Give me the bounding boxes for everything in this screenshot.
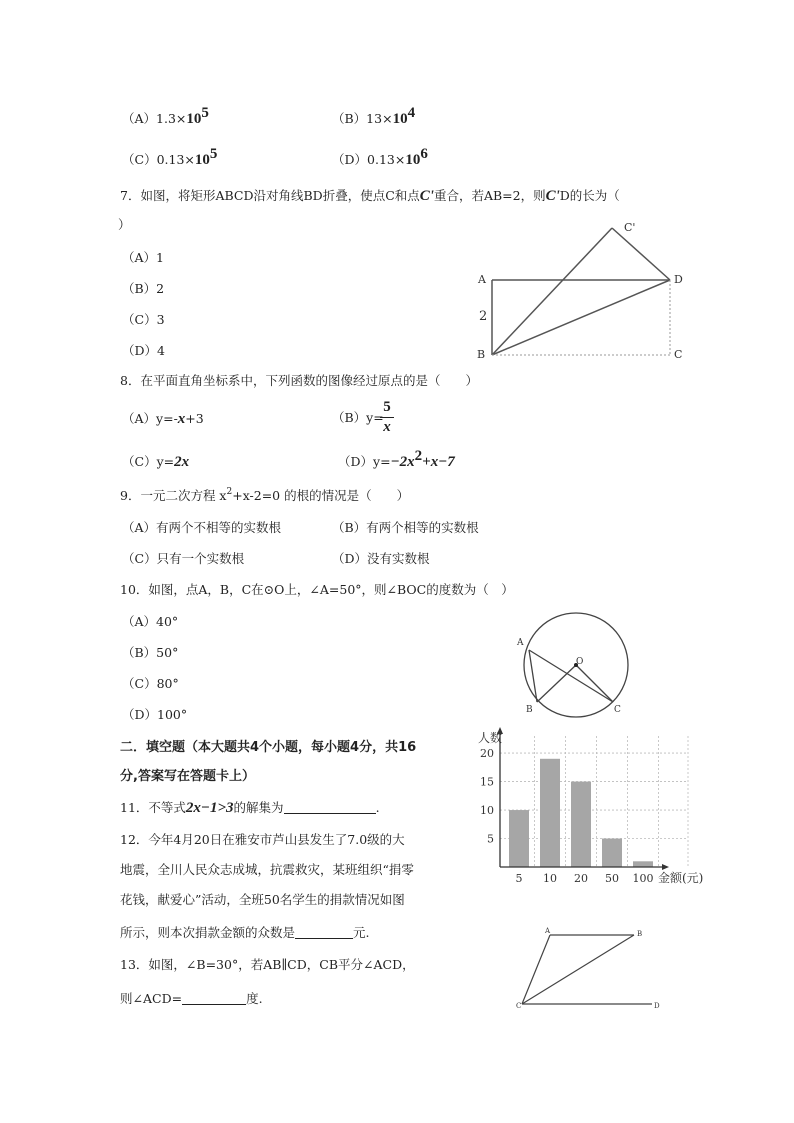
q13-parallel-lines-figure (512, 924, 682, 1014)
x-tick-label-50: 50 (605, 872, 619, 885)
bar-100 (633, 861, 653, 867)
q6-option-a: $(A)1.3\times 10^5$ (122, 105, 209, 127)
q9-option-b: （B）有两个相等的实数根 (332, 520, 479, 535)
q12-line-1: 12．今年4月20日在雅安市芦山县发生了7.0级的大 (120, 832, 405, 847)
q13-line-2: 则∠ACD= 度. (120, 991, 263, 1006)
section-2-heading-line-2: 分,答案写在答题卡上） (120, 769, 255, 784)
q9-option-a: （A）有两个不相等的实数根 (122, 520, 282, 535)
q8-option-c: （C）y=2x (122, 454, 190, 470)
q10-circle-figure (510, 612, 650, 722)
x-tick-label-5: 5 (515, 872, 523, 885)
bar-20 (571, 782, 591, 867)
q7-stem: 7．如图，将矩形ABCD沿对角线BD折叠，使点C和点C'重合，若AB=2，则C'D的长为（ (120, 188, 620, 204)
q8-option-a: （A）y=-x+3 (122, 411, 204, 427)
bar-5 (509, 810, 529, 867)
q11-stem: 11．不等式2x−1>3的解集为 . (120, 800, 380, 816)
q7-stem-close: ） (118, 217, 131, 232)
q12-line-3: 花钱，献爱心”活动，全班50名学生的捐款情况如图 (120, 892, 405, 907)
q8-stem: 8．在平面直角坐标系中，下列函数的图像经过原点的是（ ） (120, 373, 478, 388)
q10-label-o: O (576, 657, 584, 667)
q10-label-b: B (526, 705, 533, 715)
q10-option-b: （B）50° (122, 645, 179, 660)
q8-option-d: $(D)y=-2x^2+x-7$ (338, 448, 455, 470)
q13-label-c: C (516, 1002, 522, 1010)
q13-label-a: A (545, 927, 551, 935)
q13-label-b: B (637, 930, 643, 938)
q7-label-b: B (477, 348, 486, 361)
q6-option-d: $(D)0.13\times 10^6$ (332, 146, 428, 168)
q13-label-d: D (654, 1002, 660, 1010)
q13-line-1: 13．如图，∠B=30°，若AB∥CD，CB平分∠ACD， (120, 957, 415, 972)
q6-option-b: $(B)13\times 10^4$ (332, 105, 416, 127)
x-tick-label-10: 10 (543, 872, 557, 885)
q10-stem: 10．如图，点A，B，C在⊙O上，∠A=50°，则∠BOC的度数为（ ） (120, 582, 514, 597)
q7-label-c-prime: C' (624, 221, 636, 234)
x-axis-arrow-icon (662, 864, 669, 870)
q8-fraction-bar (380, 417, 394, 418)
y-tick-label-10: 10 (480, 804, 494, 818)
x-tick-label-20: 20 (574, 872, 588, 885)
q8-option-b-fraction (380, 400, 394, 435)
q7-option-b: （B）2 (122, 281, 165, 296)
q10-label-a: A (517, 638, 524, 648)
donation-bar-chart (460, 726, 720, 886)
q10-option-d: （D）100° (122, 707, 188, 722)
q10-label-c: C (614, 705, 621, 715)
q12-answer-blank[interactable] (295, 926, 353, 939)
q9-stem: 9．一元二次方程 $x^2+x-2=0$ 的根的情况是（ ） (120, 487, 410, 503)
x-tick-label-100: 100 (632, 872, 654, 885)
q12-line-2: 地震，全川人民众志成城，抗震救灾，某班组织“捐零 (120, 862, 414, 877)
q7-option-d: （D）4 (122, 343, 165, 358)
q8-option-b-label: （B）y= (332, 410, 384, 425)
q7-option-c: （C）3 (122, 312, 165, 327)
q10-option-c: （C）80° (122, 676, 179, 691)
bar-10 (540, 759, 560, 867)
y-tick-label-15: 15 (480, 775, 494, 789)
y-tick-label-20: 20 (480, 747, 494, 761)
chart-bars (509, 759, 653, 867)
q9-option-d: （D）没有实数根 (332, 551, 430, 566)
q10-option-a: （A）40° (122, 614, 179, 629)
q9-option-c: （C）只有一个实数根 (122, 551, 245, 566)
q12-line-4: 所示，则本次捐款金额的众数是 元. (120, 925, 370, 940)
x-axis-label: 金额(元) (658, 871, 704, 885)
q7-rectangle-fold-figure (472, 217, 702, 367)
bar-50 (602, 839, 622, 867)
q6-option-c: $(C)0.13\times 10^5$ (122, 146, 218, 168)
q7-label-a: A (478, 273, 486, 286)
q7-label-d: D (674, 273, 683, 286)
y-tick-label-5: 5 (487, 832, 494, 846)
q8-fraction-numerator: 5 (383, 399, 391, 415)
q8-fraction-denominator: x (383, 419, 391, 435)
q13-answer-blank[interactable] (182, 992, 246, 1005)
q7-label-c: C (674, 348, 683, 361)
q11-answer-blank[interactable] (284, 801, 376, 814)
section-2-heading-line-1: 二．填空题（本大题共4个小题，每小题4分，共16 (120, 740, 417, 755)
q7-label-side-ab: 2 (479, 309, 488, 324)
y-axis-label: 人数 (478, 731, 503, 745)
q7-option-a: （A）1 (122, 250, 164, 265)
